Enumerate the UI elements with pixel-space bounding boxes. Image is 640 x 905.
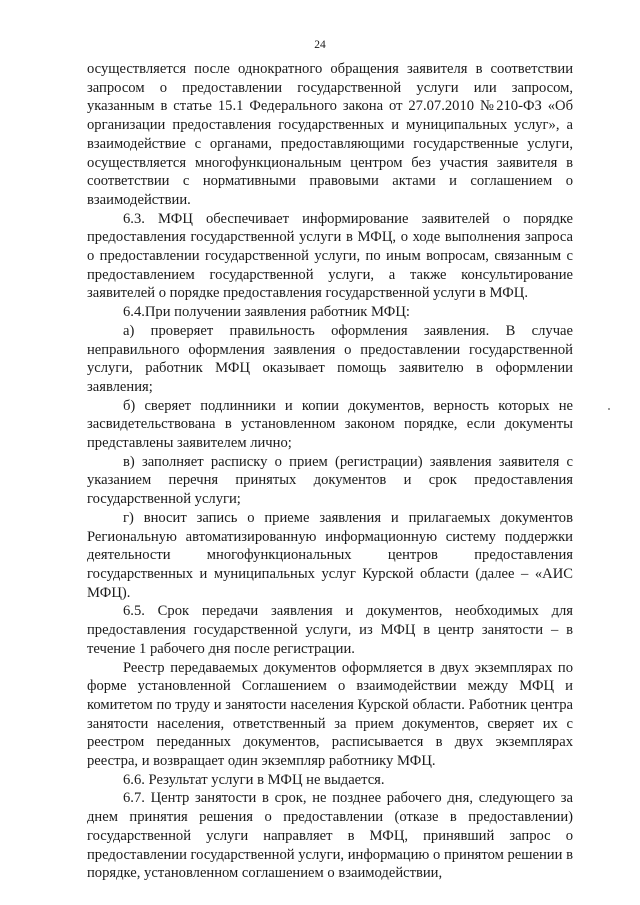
paragraph-6-4: 6.4.При получении заявления работник МФЦ: xyxy=(123,304,410,321)
list-item-v: в) заполняет расписку о прием (регистрации) заявления заявителя с указанием перечня принятых документов и срок предоставления государственной услуги; xyxy=(87,453,573,508)
paragraph-continuation: осуществляется после однократного обращения заявителя в соответствии запросом о предоставлении государственной услуги или запросом, указанным в статье 15.1 Федерального закона от 27.07.2010 №210-ФЗ «Об организации предоставления государственных и муниципальных услуг», а взаимодействие с органами, предоставляющими государственные услуги, осуществляется многофункциональным центром без участия заявителя в соответствии с нормативными правовыми актами и соглашением о взаимодействии. xyxy=(87,61,573,208)
paragraph-register: Реестр передаваемых документов оформляется в двух экземплярах по форме установленной Соглашением о взаимодействии между МФЦ и комитетом по труду и занятости населения Курской области. Работник центра занятости населения, ответственный за прием документов, сверяет их с реестром переданных документов, расписывается в двух экземплярах реестра, и возвращает один экземпляр работнику МФЦ. xyxy=(87,659,573,770)
document-body xyxy=(87,60,573,883)
page-number: 24 xyxy=(314,39,326,51)
paragraph-6-6: 6.6. Результат услуги в МФЦ не выдается. xyxy=(123,771,385,788)
paragraph-6-3: 6.3. МФЦ обеспечивает информирование заявителей о порядке предоставления государственной услуги в МФЦ, о ходе выполнения запроса о предоставлении государственной услуги, по иным вопросам, связанным с предоставлением государственной услуги, а также консультирование заявителей о порядке предоставления государственной услуги в МФЦ. xyxy=(87,210,573,302)
paragraph-6-5: 6.5. Срок передачи заявления и документов, необходимых для предоставления государственной услуги, из МФЦ в центр занятости – в течение 1 рабочего дня после регистрации. xyxy=(87,603,573,657)
scan-speck xyxy=(608,408,610,410)
list-item-g: г) вносит запись о приеме заявления и прилагаемых документов Региональную автоматизированную информационную систему поддержки деятельности многофункциональных центров предоставления государственных и муниципальных услуг Курской области (далее – «АИС МФЦ). xyxy=(87,509,573,601)
paragraph-6-7: 6.7. Центр занятости в срок, не позднее рабочего дня, следующего за днем принятия решения о предоставлении (отказе в предоставлении) государственной услуги направляет в МФЦ, принявший запрос о предоставлении государственной услуги, информацию о принятом решении в порядке, установленном соглашением о взаимодействии, xyxy=(87,790,573,882)
list-item-a: а) проверяет правильность оформления заявления. В случае неправильного оформления заявления о предоставлении государственной услуги, работник МФЦ оказывает помощь заявителю в оформлении заявления; xyxy=(87,322,573,395)
list-item-b: б) сверяет подлинники и копии документов, верность которых не засвидетельствована в установленном законом порядке, если документы представлены заявителем лично; xyxy=(87,397,573,452)
